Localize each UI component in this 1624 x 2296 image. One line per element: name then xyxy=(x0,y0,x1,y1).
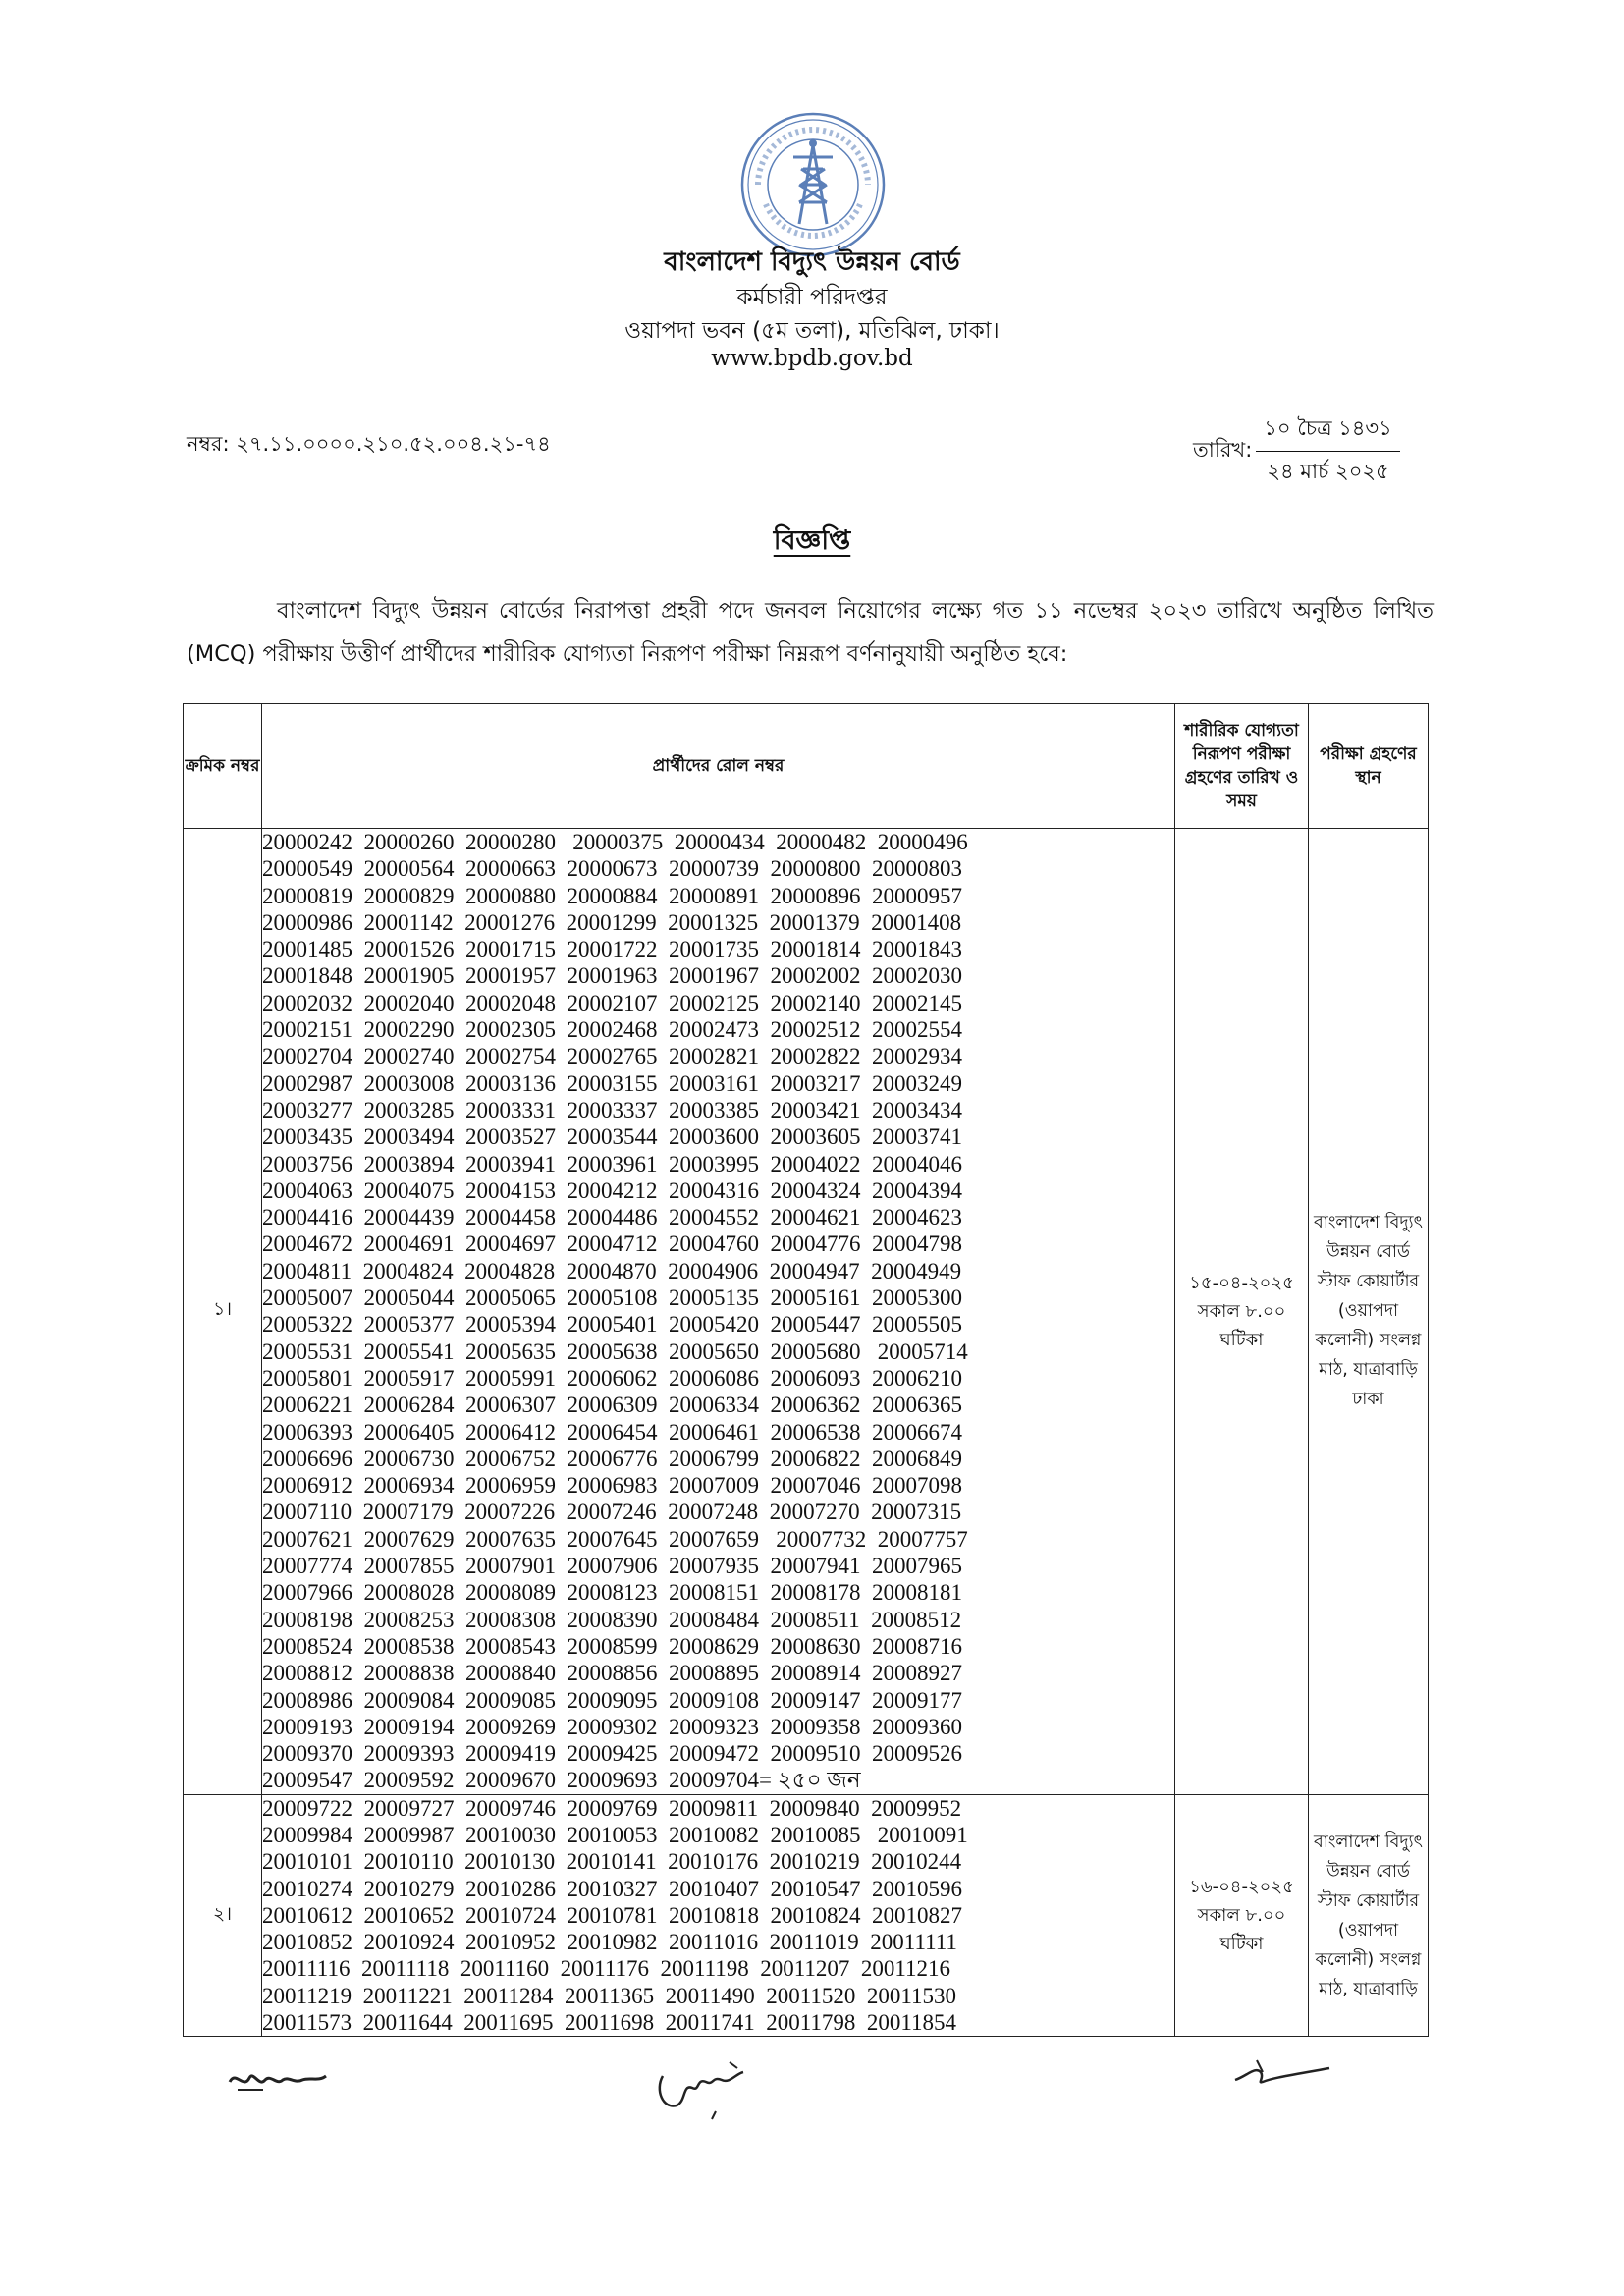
roll-number-line: 20009193 20009194 20009269 20009302 20009323 20009358 20009360 xyxy=(262,1714,962,1739)
date-gregorian: ২৪ মার্চ ২০২৫ xyxy=(1267,460,1389,483)
row-venue: বাংলাদেশ বিদ্যুৎ উন্নয়ন বোর্ড স্টাফ কোয়ার্টার (ওয়াপদা কলোনী) সংলগ্ন মাঠ, যাত্রাবাড়ি xyxy=(1309,1794,1429,2037)
website-url: www.bpdb.gov.bd xyxy=(711,346,913,371)
department-name: কর্মচারী পরিদপ্তর xyxy=(736,285,888,310)
exam-time-unit: ঘটিকা xyxy=(1219,1934,1264,1955)
signature-initial-left xyxy=(224,2060,332,2100)
memo-number: নম্বর: ২৭.১১.০০০০.২১০.৫২.০০৪.২১-৭৪ xyxy=(187,432,551,456)
signature-initial-center xyxy=(653,2054,761,2123)
roll-number-line: 20011573 20011644 20011695 20011698 20011741 20011798 20011854 xyxy=(262,2010,957,2036)
row-serial: ১। xyxy=(184,829,262,1795)
roll-number-line: 20005007 20005044 20005065 20005108 20005135 20005161 20005300 xyxy=(262,1285,962,1311)
roll-number-line: 20008986 20009084 20009085 20009095 20009108 20009147 20009177 xyxy=(262,1687,962,1713)
roll-number-line: 20000242 20000260 20000280 20000375 20000434 20000482 20000496 xyxy=(262,830,968,854)
roll-number-line: 20002987 20003008 20003136 20003155 20003161 20003217 20003249 xyxy=(262,1070,962,1096)
roll-number-line: 20004811 20004824 20004828 20004870 20004906 20004947 20004949 xyxy=(262,1258,962,1284)
organization-name: বাংলাদেশ বিদ্যুৎ উন্নয়ন বোর্ড xyxy=(664,247,960,277)
roll-number-line: 20010274 20010279 20010286 20010327 20010407 20010547 20010596 xyxy=(262,1876,962,1901)
roll-number-line: 20008198 20008253 20008308 20008390 20008484 20008511 20008512 xyxy=(262,1607,962,1632)
roll-number-line: 20003435 20003494 20003527 20003544 20003600 20003605 20003741 xyxy=(262,1124,962,1150)
roll-number-line: 20009984 20009987 20010030 20010053 20010082 20010085 20010091 xyxy=(262,1822,968,1847)
roll-number-line: 20002704 20002740 20002754 20002765 20002821 20002822 20002934 xyxy=(262,1044,962,1069)
roll-number-line: 20001485 20001526 20001715 20001722 20001735 20001814 20001843 xyxy=(262,937,962,962)
header-venue: পরীক্ষা গ্রহণের স্থান xyxy=(1309,704,1429,829)
roll-number-line: 20008812 20008838 20008840 20008856 20008895 20008914 20008927 xyxy=(262,1661,962,1686)
roll-number-line: 20009370 20009393 20009419 20009425 20009472 20009510 20009526 xyxy=(262,1741,962,1767)
row-date-time xyxy=(1175,829,1309,1795)
exam-date: ১৬-০৪-২০২৫ xyxy=(1189,1877,1294,1898)
table-row xyxy=(184,829,1429,1795)
roll-number-line: 20011116 20011118 20011160 20011176 20011198 20011207 20011216 xyxy=(262,1956,951,1982)
roll-number-line: 20011219 20011221 20011284 20011365 20011490 20011520 20011530 xyxy=(262,1983,957,2008)
roll-number-line: 20004416 20004439 20004458 20004486 20004552 20004621 20004623 xyxy=(262,1205,962,1230)
schedule-table xyxy=(183,703,1429,2037)
row-roll-numbers xyxy=(262,829,1175,1795)
exam-time: সকাল ৮.০০ xyxy=(1197,1905,1286,1927)
roll-number-line: 20002151 20002290 20002305 20002468 20002473 20002512 20002554 xyxy=(262,1017,962,1043)
roll-number-line: 20009547 20009592 20009670 20009693 20009704= ২৫০ জন xyxy=(262,1768,861,1793)
roll-number-line: 20010852 20010924 20010952 20010982 20011016 20011019 20011111 xyxy=(262,1930,957,1955)
row-date-time xyxy=(1175,1794,1309,2037)
roll-number-line: 20000819 20000829 20000880 20000884 20000891 20000896 20000957 xyxy=(262,883,962,908)
header-date-time: শারীরিক যোগ্যতা নিরূপণ পরীক্ষা গ্রহণের তারিখ ও সময় xyxy=(1175,704,1309,829)
roll-number-line: 20005801 20005917 20005991 20006062 20006086 20006093 20006210 xyxy=(262,1365,962,1391)
roll-number-line: 20010101 20010110 20010130 20010141 20010176 20010219 20010244 xyxy=(262,1849,962,1875)
roll-number-line: 20009722 20009727 20009746 20009769 20009811 20009840 20009952 xyxy=(262,1795,962,1821)
roll-number-line: 20007621 20007629 20007635 20007645 20007659 20007732 20007757 xyxy=(262,1526,968,1552)
roll-number-line: 20004063 20004075 20004153 20004212 20004316 20004324 20004394 xyxy=(262,1177,962,1203)
roll-number-line: 20000549 20000564 20000663 20000673 20000739 20000800 20000803 xyxy=(262,856,962,882)
roll-number-line: 20007774 20007855 20007901 20007906 20007935 20007941 20007965 xyxy=(262,1554,962,1579)
roll-number-line: 20003756 20003894 20003941 20003961 20003995 20004022 20004046 xyxy=(262,1151,962,1176)
roll-number-line: 20001848 20001905 20001957 20001963 20001967 20002002 20002030 xyxy=(262,963,962,989)
row-venue: বাংলাদেশ বিদ্যুৎ উন্নয়ন বোর্ড স্টাফ কোয়ার্টার (ওয়াপদা কলোনী) সংলগ্ন মাঠ, যাত্রাবাড়ি ঢাকা xyxy=(1309,829,1429,1795)
roll-number-line: 20005322 20005377 20005394 20005401 20005420 20005447 20005505 xyxy=(262,1312,962,1338)
office-address: ওয়াপদা ভবন (৫ম তলা), মতিঝিল, ঢাকা। xyxy=(624,318,1000,344)
exam-time-unit: ঘটিকা xyxy=(1219,1329,1264,1350)
exam-date: ১৫-০৪-২০২৫ xyxy=(1189,1272,1294,1293)
roll-number-line: 20006696 20006730 20006752 20006776 20006799 20006822 20006849 xyxy=(262,1446,962,1471)
roll-number-line: 20007110 20007179 20007226 20007246 20007248 20007270 20007315 xyxy=(262,1500,962,1525)
roll-number-line: 20005531 20005541 20005635 20005638 20005650 20005680 20005714 xyxy=(262,1339,968,1364)
table-row xyxy=(184,1794,1429,2037)
table-header-row xyxy=(184,704,1429,829)
signature-initial-right xyxy=(1227,2054,1335,2094)
roll-number-line: 20006393 20006405 20006412 20006454 20006461 20006538 20006674 xyxy=(262,1419,962,1445)
roll-number-line: 20003277 20003285 20003331 20003337 20003385 20003421 20003434 xyxy=(262,1097,962,1122)
roll-number-line: 20006221 20006284 20006307 20006309 20006334 20006362 20006365 xyxy=(262,1393,962,1418)
notice-title: বিজ্ঞপ্তি xyxy=(773,525,851,556)
roll-number-line: 20008524 20008538 20008543 20008599 20008629 20008630 20008716 xyxy=(262,1633,962,1659)
roll-number-line: 20004672 20004691 20004697 20004712 20004760 20004776 20004798 xyxy=(262,1231,962,1257)
roll-number-line: 20002032 20002040 20002048 20002107 20002125 20002140 20002145 xyxy=(262,990,962,1015)
header-serial: ক্রমিক নম্বর xyxy=(184,704,262,829)
roll-number-line: 20000986 20001142 20001276 20001299 20001325 20001379 20001408 xyxy=(262,909,962,935)
exam-time: সকাল ৮.০০ xyxy=(1197,1300,1286,1322)
bpdb-seal-logo xyxy=(738,110,888,259)
roll-number-line: 20007966 20008028 20008089 20008123 20008151 20008178 20008181 xyxy=(262,1580,962,1606)
notice-body: বাংলাদেশ বিদ্যুৎ উন্নয়ন বোর্ডের নিরাপত্তা প্রহরী পদে জনবল নিয়োগের লক্ষ্যে গত ১১ নভেম্বর ২০২৩ তারিখে অনুষ্ঠিত লিখিত (MCQ) পরীক্ষায় উত্তীর্ণ প্রার্থীদের শারীরিক যোগ্যতা নিরূপণ পরীক্ষা নিম্নরূপ বর্ণনানুযায়ী অনুষ্ঠিত হবে: xyxy=(187,598,1434,667)
date-label: তারিখ: xyxy=(1193,438,1253,462)
row-serial: ২। xyxy=(184,1794,262,2037)
date-bangla-calendar: ১০ চৈত্র ১৪৩১ xyxy=(1256,412,1399,452)
table-body xyxy=(184,829,1429,2037)
row-roll-numbers xyxy=(262,1794,1175,2037)
roll-number-line: 20010612 20010652 20010724 20010781 20010818 20010824 20010827 xyxy=(262,1902,962,1928)
roll-number-line: 20006912 20006934 20006959 20006983 20007009 20007046 20007098 xyxy=(262,1473,962,1499)
date-stack xyxy=(1256,412,1399,490)
memo-date xyxy=(1193,412,1400,490)
header-roll-numbers: প্রার্থীদের রোল নম্বর xyxy=(262,704,1175,829)
